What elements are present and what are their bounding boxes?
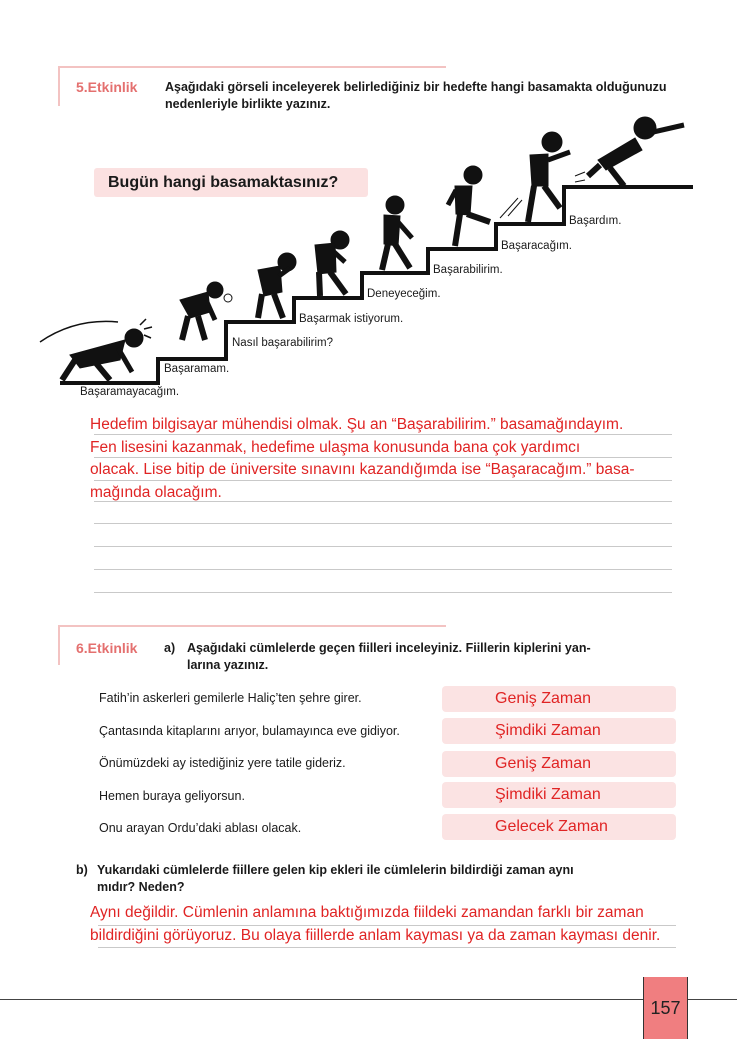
part-a-instruction-line-1: Aşağıdaki cümlelerde geçen fiilleri inceleyiniz. Fiillerin kiplerini yan- [187,641,591,655]
answer-line: Hedefim bilgisayar mühendisi olmak. Şu an “Başarabilirim.” basamağındayım. [90,416,624,433]
part-b-answer-line-1: Aynı değildir. Cümlenin anlamına baktığımızda fiildeki zamandan farklı bir zaman [90,904,644,921]
step-label-3: Nasıl başarabilirim? [232,337,333,349]
part-b-instruction-line-2: mıdır? Neden? [97,880,185,894]
part-b-instruction-line-1: Yukarıdaki cümlelerde fiillere gelen kip ekleri ile cümlelerin bildirdiği zaman aynı [97,863,574,877]
ruled-line [94,523,672,524]
step-label-2: Başaramam. [164,363,230,375]
step-label-7: Başaracağım. [501,240,572,252]
answer-box-5[interactable] [442,814,676,840]
answer-text-4: Şimdiki Zaman [495,786,601,803]
sentence-4: Hemen buraya geliyorsun. [99,789,245,803]
answer-text-5: Gelecek Zaman [495,818,608,835]
answer-box-4[interactable] [442,782,676,808]
sentence-1: Fatih’in askerleri gemilerle Haliç’ten şehre girer. [99,691,362,705]
footer-rule [0,999,737,1000]
activity-5-label: 5.Etkinlik [76,79,138,95]
figure-fallen-icon [40,319,152,380]
step-label-4: Başarmak istiyorum. [299,313,404,325]
answer-box-1[interactable] [442,686,676,712]
answer-box-3[interactable] [442,751,676,777]
figure-walking-icon [382,196,412,270]
staircase-illustration [0,0,737,420]
sentence-3: Önümüzdeki ay istediğiniz yere tatile gideriz. [99,756,346,770]
part-b-marker: b) [76,863,88,877]
answer-text-1: Geniş Zaman [495,690,592,707]
step-label-5: Deneyeceğim. [367,288,441,300]
part-a-marker: a) [164,641,176,655]
step-label-8: Başardım. [569,215,622,227]
answer-text-3: Geniş Zaman [495,755,592,772]
answer-box-2[interactable] [442,718,676,744]
activity-6-label: 6.Etkinlik [76,640,138,656]
figure-striding-icon [448,166,490,246]
header-rule-vertical [58,625,60,665]
part-a-instruction-line-2: larına yazınız. [187,658,269,672]
page-number: 157 [643,977,688,1039]
step-label-6: Başarabilirim. [433,264,503,276]
figure-flying-icon [575,117,684,186]
figure-thinking-icon [258,253,296,318]
callout-text: Bugün hangi basamaktasınız? [108,173,339,191]
answer-line: Fen lisesini kazanmak, hedefime ulaşma konusunda bana çok yardımcı [90,438,581,456]
answer-line: olacak. Lise bitip de üniversite sınavını kazandığımda ise “Başaracağım.” basa- [90,461,635,478]
sentence-5: Onu arayan Ordu’daki ablası olacak. [99,821,302,835]
activity-5-answer [90,414,700,504]
figure-running-icon [500,132,570,222]
answer-line: mağında olacağım. [90,483,222,501]
step-label-1: Başaramayacağım. [80,386,180,398]
part-b-answer-line-2: bildirdiğini görüyoruz. Bu olaya fiillerde anlam kayması ya da zaman kayması denir. [90,927,661,944]
ruled-line [94,569,672,570]
ruled-line [94,592,672,593]
sentence-2: Çantasında kitaplarını arıyor, bulamayınca eve gidiyor. [99,724,400,738]
ruled-line [94,546,672,547]
figure-frustrated-icon [315,231,349,296]
header-rule [58,625,446,627]
activity-5-instruction: Aşağıdaki görseli inceleyerek belirlediğiniz bir hedefte hangi basamakta olduğunuzu nedenleriyle birlikte yazınız. [165,80,667,111]
answer-text-2: Şimdiki Zaman [495,722,601,739]
